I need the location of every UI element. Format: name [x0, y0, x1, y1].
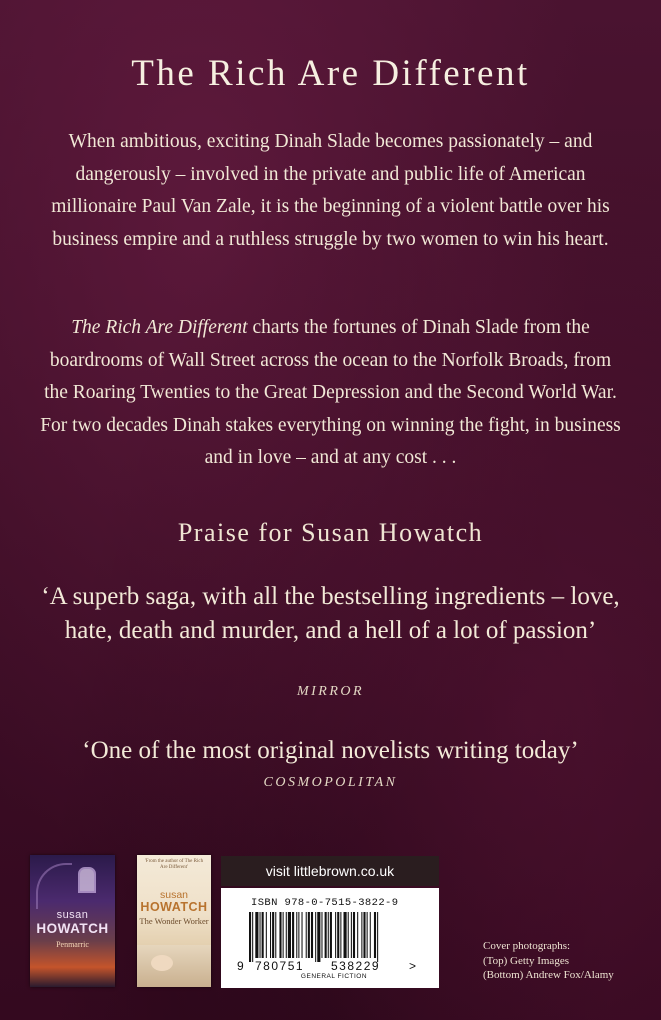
barcode-bar: [348, 912, 349, 958]
thumbnail-author-last: HOWATCH: [140, 900, 208, 914]
barcode-bar: [302, 912, 303, 958]
barcode-lead-digit: 9: [237, 959, 244, 973]
credits-line-1: (Top) Getty Images: [483, 954, 569, 967]
barcode-bar: [357, 912, 358, 958]
window-icon: [78, 867, 96, 893]
barcode-bar: [283, 912, 284, 958]
barcode-bar: [335, 912, 336, 958]
barcode-bar: [374, 912, 376, 958]
credits-heading: Cover photographs:: [483, 940, 571, 952]
barcode-bar: [328, 912, 329, 958]
barcode-bar: [272, 912, 274, 958]
thumbnail-book-title: Penmarric: [56, 940, 89, 949]
barcode-bar: [325, 912, 327, 958]
barcode-bar: [344, 912, 347, 958]
thumbnail-author-first: susan: [159, 889, 189, 901]
praise-heading: Praise for Susan Howatch: [177, 518, 484, 547]
isbn-label: ISBN 978-0-7515-3822-9: [251, 897, 399, 909]
praise-quote-2: ‘One of the most original novelists writing today’: [82, 737, 579, 764]
barcode-bar: [296, 912, 297, 958]
barcode-bar: [275, 912, 276, 958]
thumbnail-tagline: 'From the author of The Rich Are Different': [144, 859, 204, 870]
thumbnail-author-last: HOWATCH: [36, 921, 109, 936]
blurb-paragraph-2: [40, 312, 621, 475]
praise-source-1: MIRROR: [296, 684, 365, 699]
barcode-bar: [298, 912, 299, 958]
book-title: The Rich Are Different: [131, 53, 530, 94]
barcode-bar: [361, 912, 362, 958]
barcode-left-digits: 780751: [255, 959, 305, 973]
barcode-bar: [367, 912, 368, 958]
barcode-bar: [340, 912, 341, 958]
barcode-bar: [317, 912, 320, 962]
thumbnail-wonder-worker: [137, 855, 211, 987]
barcode-right-digits: 538229: [331, 959, 381, 973]
barcode-bar: [321, 912, 322, 958]
barcode-bar: [249, 912, 251, 962]
barcode-bar: [252, 912, 253, 962]
publisher-website: visit littlebrown.co.uk: [221, 856, 439, 886]
thumbnail-book-title: The Wonder Worker: [139, 916, 209, 926]
barcode-bar: [363, 912, 365, 958]
barcode-quiet-mark: >: [409, 959, 417, 973]
barcode-bar: [351, 912, 352, 958]
barcode-bar: [260, 912, 261, 958]
barcode-bar: [337, 912, 339, 958]
barcode-bar: [279, 912, 281, 958]
genre-label: GENERAL FICTION: [300, 973, 368, 980]
sleeping-figure-icon: [151, 955, 173, 971]
barcode-bar: [262, 912, 264, 958]
barcode-bar: [315, 912, 316, 962]
blurb-paragraph-1: When ambitious, exciting Dinah Slade becomes passionately – and dangerously – involved in the private and public life of American millionaire Paul Van Zale, it is the beginning of a violent battle over his business empire and a ruthless struggle by two women to win his heart.: [51, 131, 610, 250]
praise-quote-1: ‘A superb saga, with all the bestselling ingredients – love, hate, death and murder, and a hell of a lot of passion’: [41, 583, 620, 644]
barcode-bar: [270, 912, 271, 958]
credits-line-2: (Bottom) Andrew Fox/Alamy: [483, 969, 614, 981]
barcode-bar: [266, 912, 267, 958]
barcode-bar: [308, 912, 310, 958]
barcode-bar: [306, 912, 307, 958]
barcode-bar: [330, 912, 332, 958]
barcode-bar: [377, 912, 378, 962]
barcode-bar: [292, 912, 294, 958]
thumbnail-author-first: susan: [56, 909, 89, 921]
barcode-bar: [311, 912, 313, 958]
thumbnail-penmarric: [30, 855, 115, 987]
barcode-panel: [221, 888, 439, 988]
barcode-bar: [288, 912, 291, 958]
barcode-bar: [353, 912, 355, 958]
thumbnail-photo: [137, 945, 211, 987]
barcode-bar: [370, 912, 371, 958]
staircase-icon: [36, 863, 72, 909]
barcode-bar: [255, 912, 258, 958]
barcode-bar: [286, 912, 287, 958]
blurb-book-title: The Rich Are Different: [71, 317, 248, 338]
praise-source-2: COSMOPOLITAN: [263, 775, 398, 790]
cover-photo-credits: [483, 939, 653, 983]
blurb-paragraph-2-text: charts the fortunes of Dinah Slade from the boardrooms of Wall Street across the ocean to the Norfolk Broads, from the Roaring Twenties to the Great Depression and the Second World War. For two decades Dinah stakes everything on winning the fight, in business and in love – and at any cost . . .: [40, 317, 621, 468]
